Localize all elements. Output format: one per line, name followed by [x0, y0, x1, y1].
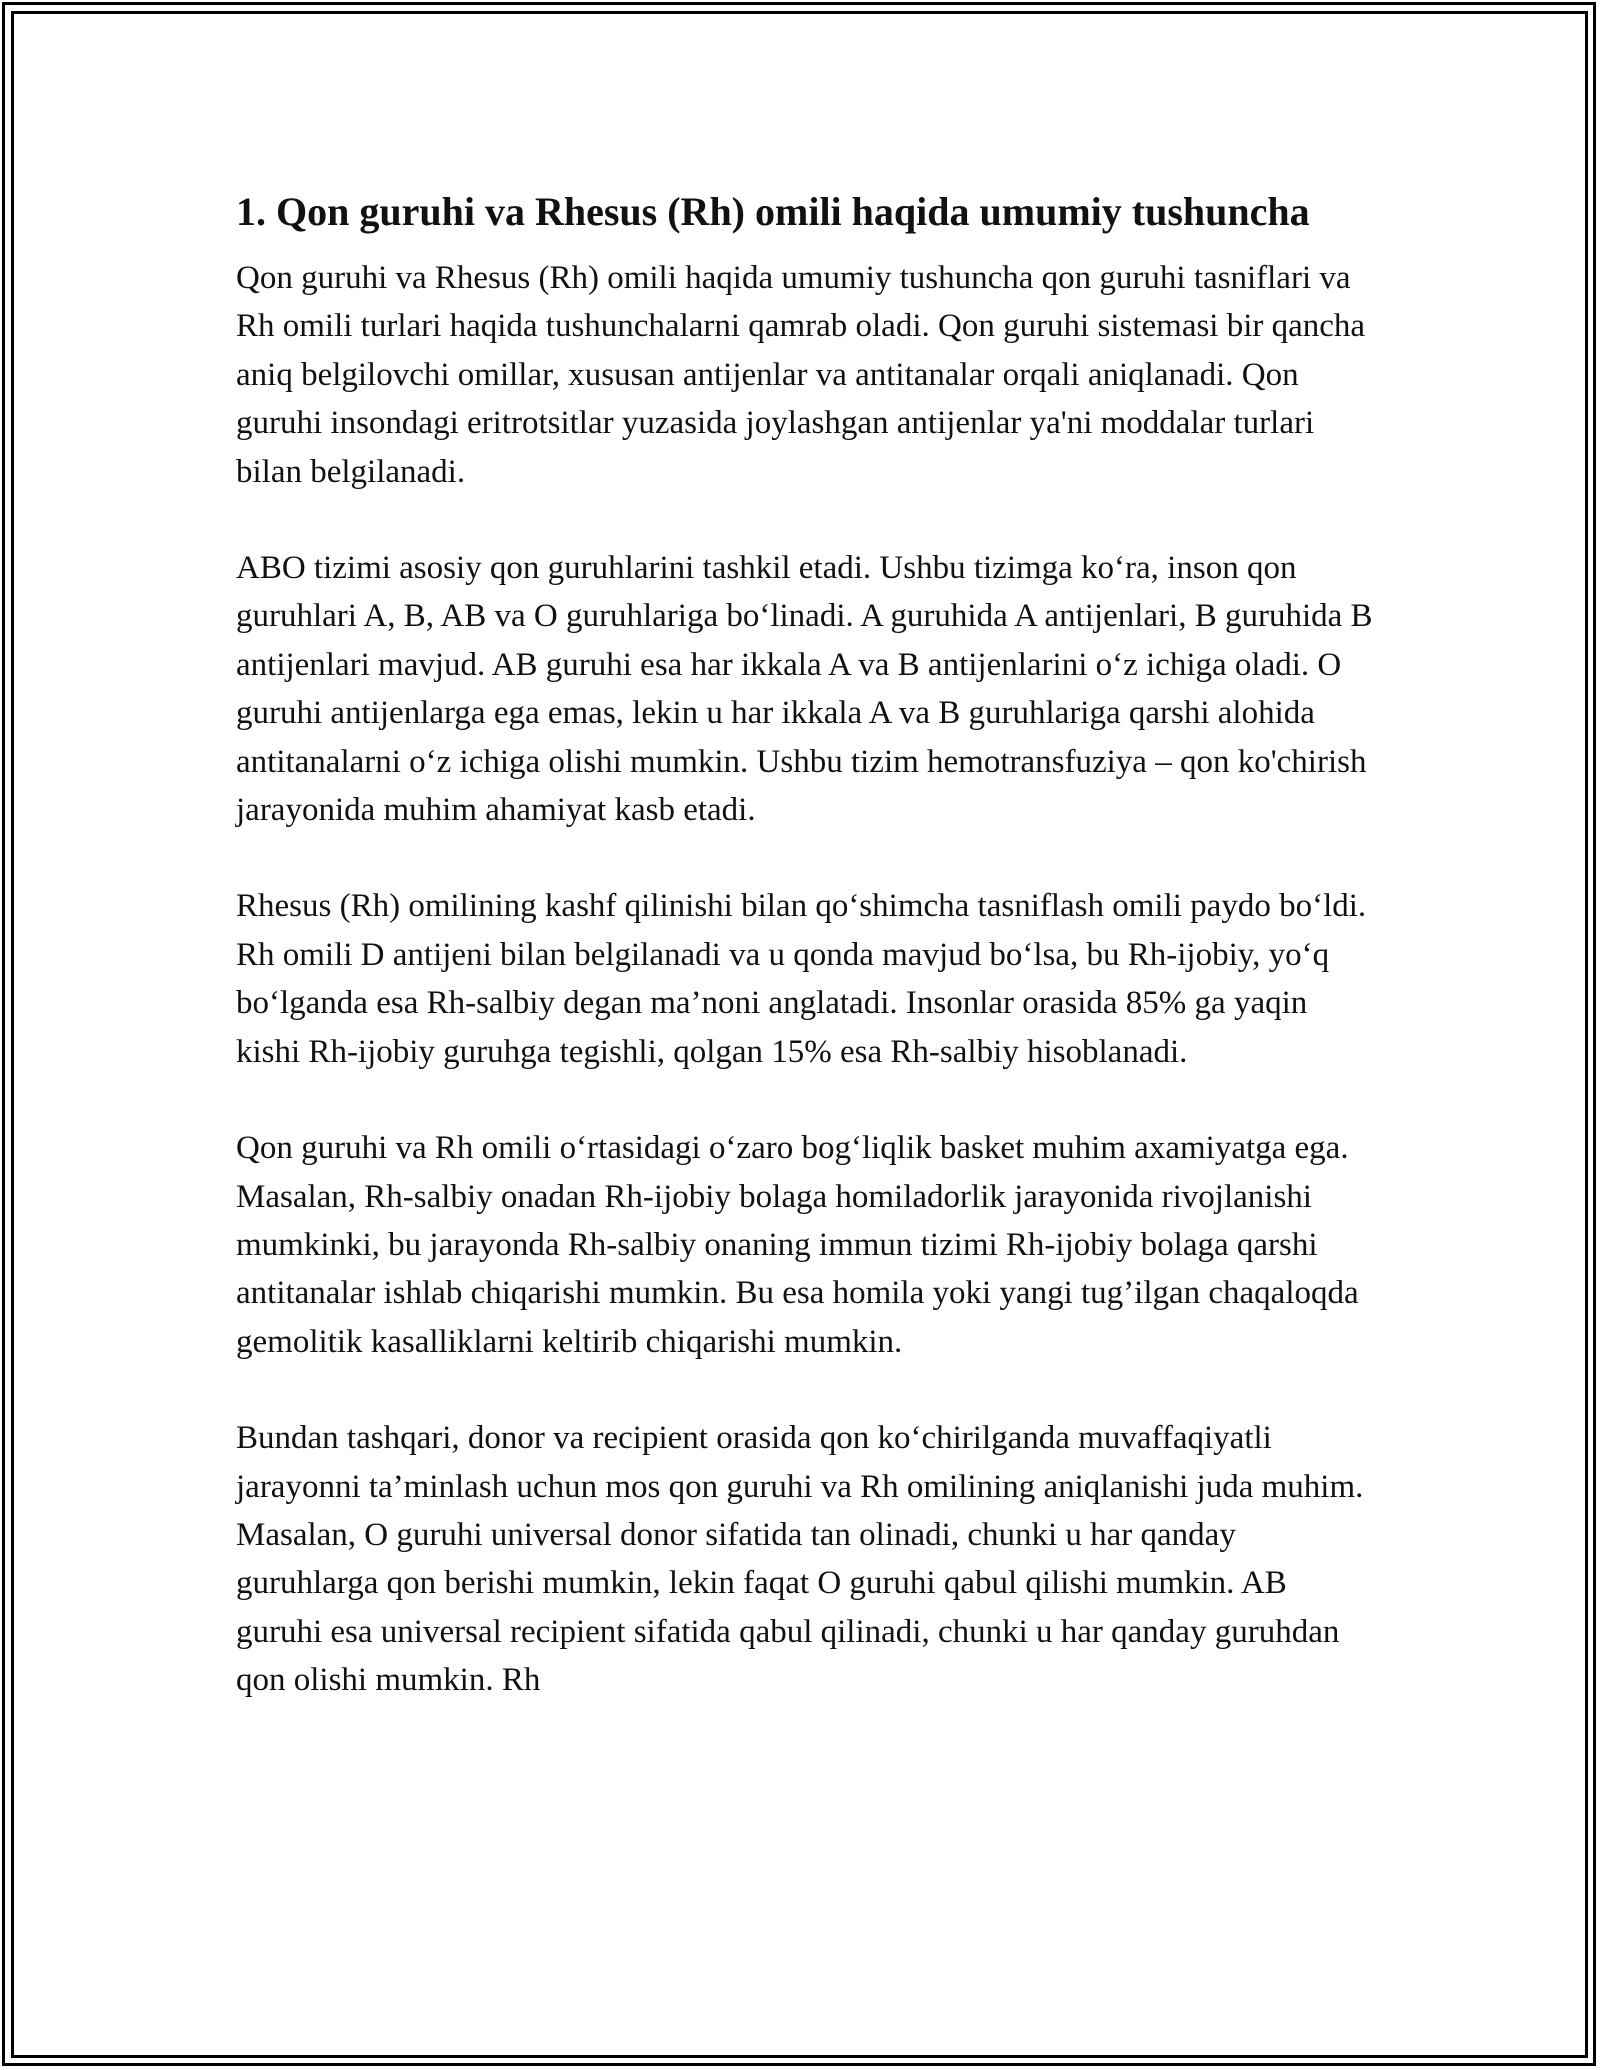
- paragraph-donor-recipient: Bundan tashqari, donor va recipient orasida qon koʻchirilganda muvaffaqiyatli jarayonni ta’minlash uchun mos qon guruhi va Rh omilining aniqlanishi juda muhim. Masalan, O guruhi universal donor sifatida tan olinadi, chunki u har qanday guruhlarga qon berishi mumkin, lekin faqat O guruhi qabul qilishi mumkin. AB guruhi esa universal recipient sifatida qabul qilinadi, chunki u har qanday guruhdan qon olishi mumkin. Rh: [236, 1420, 1364, 1699]
- paragraph-intro: Qon guruhi va Rhesus (Rh) omili haqida umumiy tushuncha qon guruhi tasniflari va Rh omili turlari haqida tushunchalarni qamrab oladi. Qon guruhi sistemasi bir qancha aniq belgilovchi omillar, xususan antijenlar va antitanalar orqali aniqlanadi. Qon guruhi insondagi eritrotsitlar yuzasida joylashgan antijenlar ya'ni moddalar turlari bilan belgilanadi.: [236, 260, 1366, 490]
- section-heading: 1. Qon guruhi va Rhesus (Rh) omili haqida umumiy tushuncha: [236, 189, 1310, 234]
- paragraph-blood-rh-relationship: Qon guruhi va Rh omili oʻrtasidagi oʻzaro bogʻliqlik basket muhim axamiyatga ega. Masalan, Rh-salbiy onadan Rh-ijobiy bolaga homiladorlik jarayonida rivojlanishi mumkinki, bu jarayonda Rh-salbiy onaning immun tizimi Rh-ijobiy bolaga qarshi antitanalar ishlab chiqarishi mumkin. Bu esa homila yoki yangi tug’ilgan chaqaloqda gemolitik kasalliklarni keltirib chiqarishi mumkin.: [236, 1130, 1359, 1360]
- paragraph-abo-system: ABO tizimi asosiy qon guruhlarini tashkil etadi. Ushbu tizimga koʻra, inson qon guruhlari A, B, AB va O guruhlariga boʻlinadi. A guruhida A antijenlari, B guruhida B antijenlari mavjud. AB guruhi esa har ikkala A va B antijenlarini oʻz ichiga oladi. O guruhi antijenlarga ega emas, lekin u har ikkala A va B guruhlariga qarshi alohida antitanalarni oʻz ichiga olishi mumkin. Ushbu tizim hemotransfuziya – qon ko'chirish jarayonida muhim ahamiyat kasb etadi.: [236, 550, 1373, 829]
- document-body: [236, 186, 1376, 1753]
- paragraph-rhesus-factor: Rhesus (Rh) omilining kashf qilinishi bilan qoʻshimcha tasniflash omili paydo boʻldi. Rh omili D antijeni bilan belgilanadi va u qonda mavjud boʻlsa, bu Rh-ijobiy, yoʻq boʻlganda esa Rh-salbiy degan ma’noni anglatadi. Insonlar orasida 85% ga yaqin kishi Rh-ijobiy guruhga tegishli, qolgan 15% esa Rh-salbiy hisoblanadi.: [236, 888, 1367, 1070]
